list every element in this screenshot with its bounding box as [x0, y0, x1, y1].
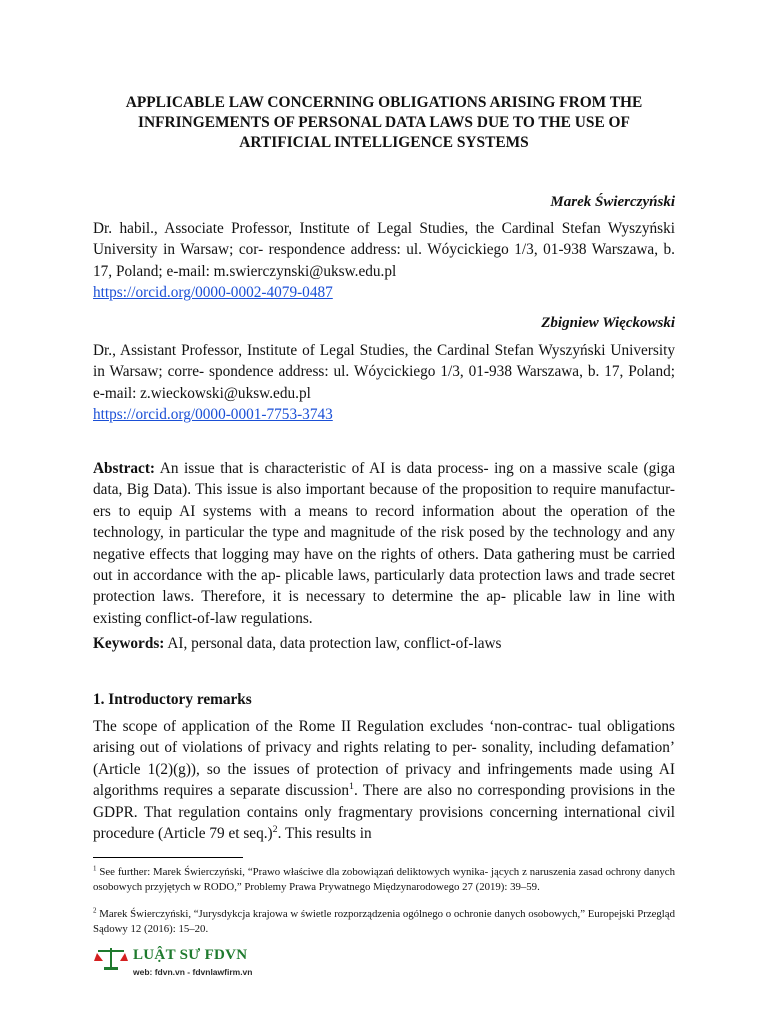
scales-logo-icon [93, 945, 129, 971]
footnote-num-1: 1 [93, 864, 97, 873]
author-name-2: Zbigniew Więckowski [541, 315, 675, 331]
footnote-num-2: 2 [93, 906, 97, 915]
footnote-divider [93, 857, 243, 858]
section-text-3: . This results in [277, 825, 372, 843]
footnote-2 [93, 907, 675, 936]
keywords-text: AI, personal data, data protection law, conflict-of-laws [167, 635, 502, 652]
affiliation-text-2: Dr., Assistant Professor, Institute of Legal Studies, the Cardinal Stefan Wyszyński University in Warsaw; corre- spondence address: ul. Wóycickiego 1/3, 01-938 Warszawa, b. 17, Poland; e-mail: z.wieckowski@uksw.edu.pl [93, 342, 675, 402]
footnote-ref-1[interactable]: 1 [349, 781, 354, 793]
orcid-link-1[interactable]: https://orcid.org/0000-0002-4079-0487 [93, 284, 333, 302]
abstract-label: Abstract: [93, 460, 156, 477]
footnote-ref-2[interactable]: 2 [272, 823, 278, 835]
author-affiliation-1 [93, 218, 675, 304]
author-affiliation-2 [93, 340, 675, 426]
firm-logo [93, 945, 273, 981]
logo-name: LUẬT SƯ FDVN [133, 947, 248, 963]
section-paragraph [93, 716, 675, 844]
orcid-link-2[interactable]: https://orcid.org/0000-0001-7753-3743 [93, 406, 333, 424]
section-heading: 1. Introductory remarks [93, 691, 252, 708]
footnote-text-2: Marek Świerczyński, “Jurysdykcja krajowa w świetle rozporządzenia ogólnego o ochronie danych osobowych,” Europejski Przegląd Sądowy 12 (2016): 15–20. [93, 908, 675, 935]
keywords-paragraph [93, 633, 675, 654]
footnote-text-1: See further: Marek Świerczyński, “Prawo właściwe dla zobowiązań deliktowych wynika- jących z naruszenia zasad ochrony danych osobowych przyjętych w RODO,” Problemy Prawa Prywatnego Międzynarodowego 27 (2019): 39–59. [93, 866, 675, 893]
paper-title: APPLICABLE LAW CONCERNING OBLIGATIONS ARISING FROM THE INFRINGEMENTS OF PERSONAL DATA LAWS DUE TO THE USE OF ARTIFICIAL INTELLIGENCE SYSTEMS [125, 94, 643, 151]
footnote-1 [93, 865, 675, 894]
abstract-text: An issue that is characteristic of AI is data process- ing on a massive scale (giga data, Big Data). This issue is also important because of the proposition to require manufactur- ers to equip AI systems with a means to record information about the operation of the technology, in particular the type and magnitude of the risk posed by the technology and any negative effects that logging may have on the rights of others. Data gathering must be carried out in accordance with the ap- plicable laws, particularly data protection laws and trade secret protection laws. Therefore, it is necessary to determine the ap- plicable law in line with existing conflict-of-law regulations. [93, 460, 675, 627]
logo-web: web: fdvn.vn - fdvnlawfirm.vn [133, 967, 253, 977]
section-text-1: The scope of application of the Rome II Regulation excludes ‘non-contrac- tual obligations arising out of violations of privacy and rights relating to per- sonality, including defamation’ (Article 1(2)(g)), so the issues of protection of privacy and infringements made using AI algorithms requires a separate discussion [93, 718, 675, 800]
affiliation-text-1: Dr. habil., Associate Professor, Institute of Legal Studies, the Cardinal Stefan Wyszyński University in Warsaw; cor- respondence address: ul. Wóycickiego 1/3, 01-938 Warszawa, b. 17, Poland; e-mail: m.swierczynski@uksw.edu.pl [93, 220, 675, 280]
abstract-paragraph [93, 458, 675, 629]
section-text-2: . There are also no corresponding provisions in the GDPR. That regulation contains only fragmentary provisions concerning international civil procedure (Article 79 et seq.) [93, 782, 675, 843]
author-name-1: Marek Świerczyński [550, 194, 675, 210]
keywords-label: Keywords: [93, 635, 165, 652]
